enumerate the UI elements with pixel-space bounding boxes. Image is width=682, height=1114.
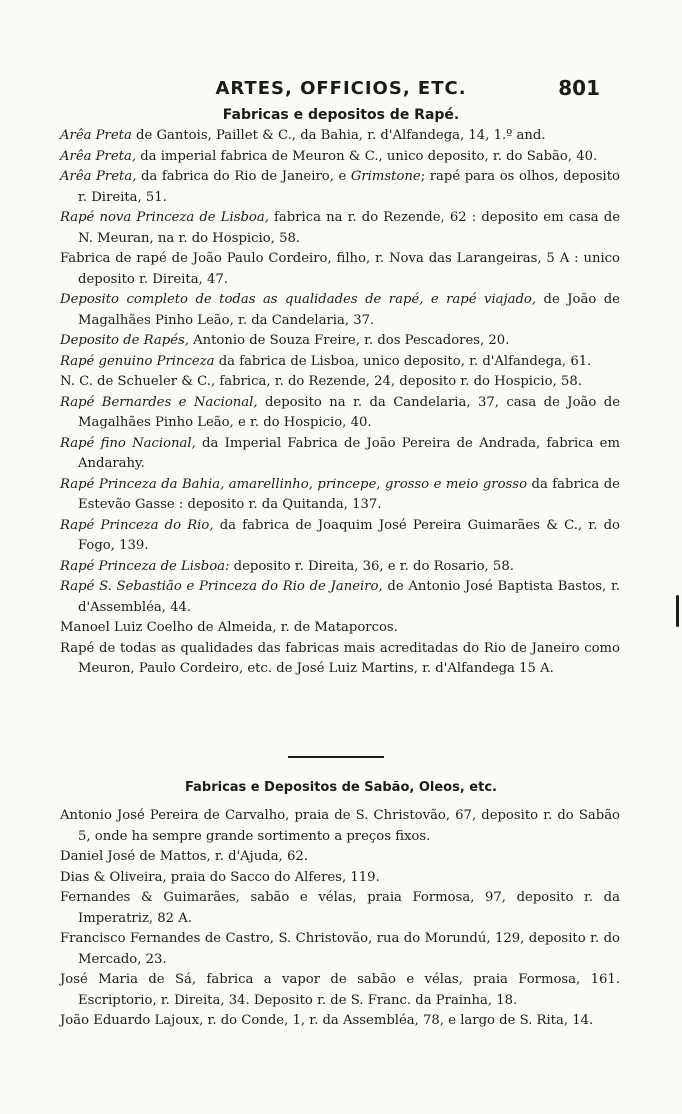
list-item: Fernandes & Guimarães, sabão e vélas, praia Formosa, 97, deposito r. da Imperatriz, 82 A.	[60, 890, 620, 926]
section-heading-sabao: Fabricas e Depositos de Sabão, Oleos, etc.	[185, 780, 497, 795]
list-item: Deposito de Rapés, Antonio de Souza Freire, r. dos Pescadores, 20.	[60, 333, 510, 348]
list-item: Dias & Oliveira, praia do Sacco do Alferes, 119.	[60, 869, 380, 885]
list-item: Arêa Preta, da imperial fabrica de Meuron & C., unico deposito, r. do Sabão, 40.	[60, 148, 598, 164]
running-header	[0, 78, 682, 106]
sabao-entries-list	[60, 806, 620, 1032]
list-item: Manoel Luiz Coelho de Almeida, r. de Mataporcos.	[60, 620, 398, 635]
list-item: Antonio José Pereira de Carvalho, praia de S. Christovão, 67, deposito r. do Sabão 5, onde ha sempre grande sortimento a preços fixos.	[60, 808, 620, 844]
list-item: Rapé Bernardes e Nacional, deposito na r. da Candelaria, 37, casa de João de Magalhães Pinho Leão, e r. do Hospicio, 40.	[60, 394, 620, 430]
rape-entries-list	[60, 126, 620, 680]
list-item: Rapé S. Sebastião e Princeza do Rio de Janeiro, de Antonio José Baptista Bastos, r. d'Assembléa, 44.	[60, 579, 621, 615]
list-item: Rapé Princeza de Lisboa: deposito r. Direita, 36, e r. do Rosario, 58.	[60, 558, 514, 574]
margin-mark	[676, 595, 679, 627]
list-item: Deposito completo de todas as qualidades de rapé, e rapé viajado, de João de Magalhães Pinho Leão, r. da Candelaria, 37.	[60, 292, 620, 328]
list-item: Arêa Preta de Gantois, Paillet & C., da Bahia, r. d'Alfandega, 14, 1.º and.	[60, 128, 546, 143]
list-item: Rapé nova Princeza de Lisboa, fabrica na r. do Rezende, 62 : deposito em casa de N. Meuran, na r. do Hospicio, 58.	[60, 210, 620, 246]
list-item: José Maria de Sá, fabrica a vapor de sabão e vélas, praia Formosa, 161. Escriptorio, r. Direita, 34. Deposito r. de S. Franc. da Prainha, 18.	[60, 972, 620, 1008]
page-title: ARTES, OFFICIOS, ETC.	[215, 78, 467, 99]
list-item: Arêa Preta, da fabrica do Rio de Janeiro, e Grimstone; rapé para os olhos, deposito r. Direita, 51.	[60, 169, 620, 205]
list-item: João Eduardo Lajoux, r. do Conde, 1, r. da Assembléa, 78, e largo de S. Rita, 14.	[60, 1013, 594, 1028]
list-item: Rapé de todas as qualidades das fabricas mais acreditadas do Rio de Janeiro como Meuron, Paulo Cordeiro, etc. de José Luiz Martins, r. d'Alfandega 15 A.	[60, 640, 620, 676]
list-item: Rapé Princeza do Rio, da fabrica de Joaquim José Pereira Guimarães & C., r. do Fogo, 139.	[60, 517, 620, 553]
list-item: Rapé Princeza da Bahia, amarellinho, princepe, grosso e meio grosso da fabrica de Estevão Gasse : deposito r. da Quitanda, 137.	[60, 476, 620, 512]
section-divider	[288, 756, 384, 758]
list-item: Daniel José de Mattos, r. d'Ajuda, 62.	[60, 849, 308, 864]
list-item: Francisco Fernandes de Castro, S. Christovão, rua do Morundú, 129, deposito r. do Mercado, 23.	[60, 931, 620, 967]
list-item: Rapé genuino Princeza da fabrica de Lisboa, unico deposito, r. d'Alfandega, 61.	[60, 353, 592, 369]
section-heading-rape: Fabricas e depositos de Rapé.	[222, 107, 460, 123]
list-item: Rapé fino Nacional, da Imperial Fabrica de João Pereira de Andrada, fabrica em Andarahy.	[60, 435, 620, 471]
list-item: Fabrica de rapé de João Paulo Cordeiro, filho, r. Nova das Larangeiras, 5 A : unico deposito r. Direita, 47.	[60, 251, 620, 287]
list-item: N. C. de Schueler & C., fabrica, r. do Rezende, 24, deposito r. do Hospicio, 58.	[60, 374, 582, 389]
page-number: 801	[558, 76, 600, 100]
